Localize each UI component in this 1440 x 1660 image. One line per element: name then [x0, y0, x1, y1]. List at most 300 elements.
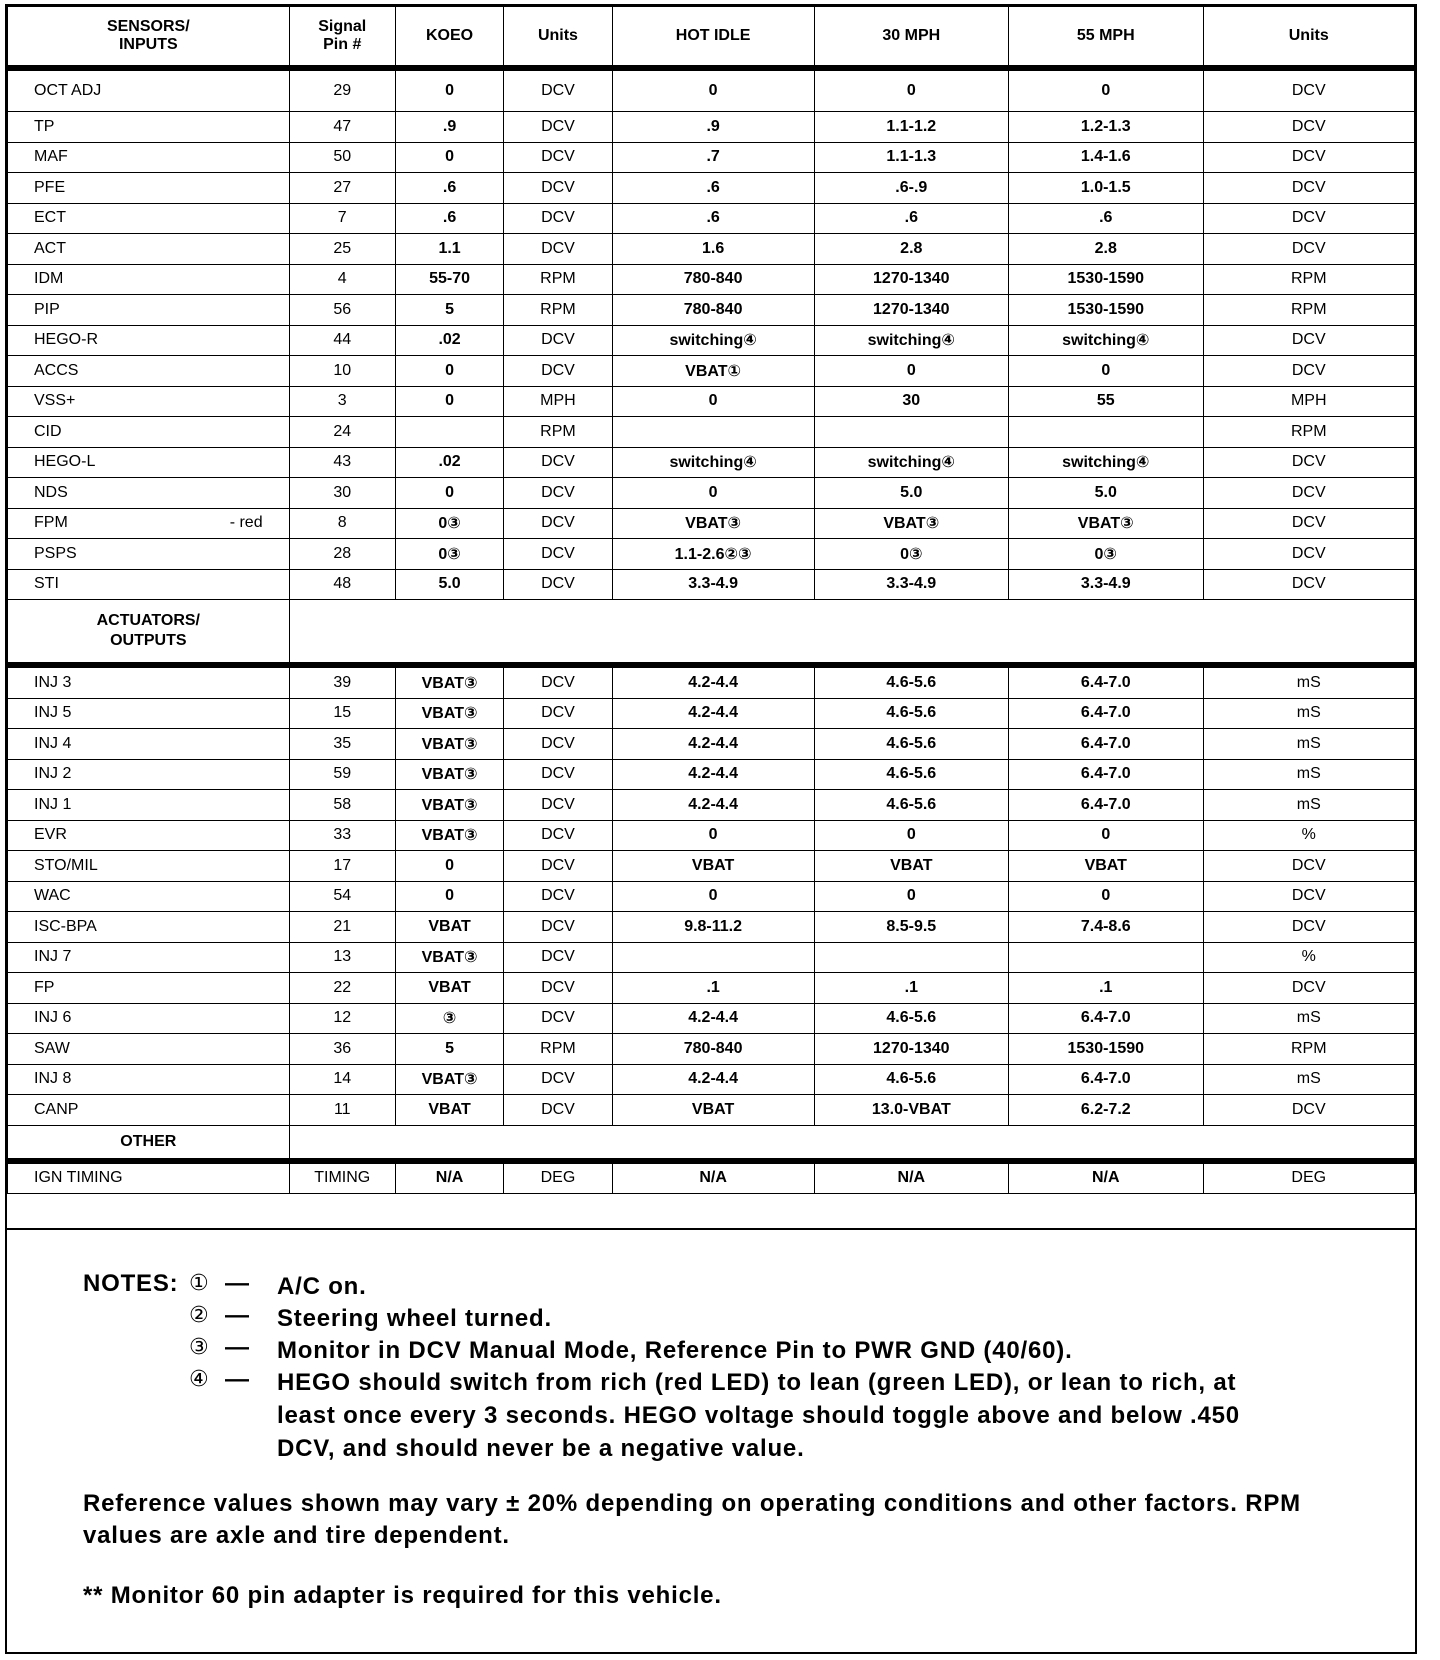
cell-units: DCV — [504, 1064, 612, 1095]
cell-units-2: DEG — [1203, 1161, 1415, 1194]
cell-hot-idle: 780-840 — [612, 295, 814, 326]
cell-name — [8, 234, 290, 265]
cell-name — [8, 790, 290, 821]
cell-koeo: 0③ — [395, 539, 503, 570]
cell-pin: 44 — [289, 325, 395, 356]
note-4 — [189, 1366, 1277, 1465]
component-name: INJ 3 — [34, 673, 72, 691]
cell-pin: 50 — [289, 142, 395, 173]
component-name: OCT ADJ — [34, 82, 102, 99]
cell-30-mph: switching④ — [814, 325, 1008, 356]
cell-pin: 27 — [289, 173, 395, 204]
component-name: ACT — [34, 239, 66, 257]
note-2-dash: — — [225, 1302, 250, 1329]
cell-pin: 47 — [289, 112, 395, 143]
cell-koeo: VBAT — [395, 1095, 503, 1126]
cell-name — [8, 942, 290, 973]
component-name: PIP — [34, 300, 60, 318]
sensor-row — [8, 478, 1415, 509]
cell-units-2: DCV — [1203, 1095, 1415, 1126]
component-name: MAF — [34, 148, 68, 166]
cell-name — [8, 539, 290, 570]
component-name: NDS — [34, 483, 68, 501]
cell-pin: 14 — [289, 1064, 395, 1095]
cell-pin: TIMING — [289, 1161, 395, 1194]
notes-section — [7, 1228, 1415, 1654]
component-name: CANP — [34, 1100, 79, 1118]
cell-name — [8, 386, 290, 417]
cell-koeo: ③ — [395, 1003, 503, 1034]
cell-units: DCV — [504, 790, 612, 821]
cell-units-2: DCV — [1203, 973, 1415, 1004]
cell-30-mph: 4.6-5.6 — [814, 1003, 1008, 1034]
cell-koeo: 5 — [395, 295, 503, 326]
cell-pin: 17 — [289, 851, 395, 882]
cell-30-mph: N/A — [814, 1161, 1008, 1194]
cell-30-mph: 4.6-5.6 — [814, 729, 1008, 760]
cell-pin: 11 — [289, 1095, 395, 1126]
cell-units-2: mS — [1203, 1003, 1415, 1034]
component-name: ISC-BPA — [34, 917, 97, 935]
component-name: FPM — [34, 514, 68, 532]
cell-pin: 29 — [289, 68, 395, 112]
cell-30-mph: 0③ — [814, 539, 1008, 570]
cell-hot-idle: 1.6 — [612, 234, 814, 265]
cell-hot-idle: VBAT — [612, 1095, 814, 1126]
component-name: SAW — [34, 1039, 70, 1057]
cell-pin: 7 — [289, 203, 395, 234]
sensor-row — [8, 447, 1415, 478]
other-label: OTHER — [8, 1125, 290, 1161]
cell-55-mph: 5.0 — [1009, 478, 1203, 509]
cell-units-2: DCV — [1203, 569, 1415, 600]
cell-pin: 3 — [289, 386, 395, 417]
cell-units-2: DCV — [1203, 112, 1415, 143]
cell-units-2: DCV — [1203, 203, 1415, 234]
cell-hot-idle: 4.2-4.4 — [612, 790, 814, 821]
cell-units-2: % — [1203, 820, 1415, 851]
header-units-2: Units — [1203, 7, 1415, 69]
sensor-row — [8, 508, 1415, 539]
cell-hot-idle: 9.8-11.2 — [612, 912, 814, 943]
note-1-dash: — — [225, 1270, 250, 1297]
cell-name — [8, 508, 290, 539]
reference-paragraph: Reference values shown may vary ± 20% depending on operating conditions and other factors. RPM values are axle and tire dependent. — [83, 1490, 1301, 1549]
cell-hot-idle: .7 — [612, 142, 814, 173]
cell-units-2: RPM — [1203, 417, 1415, 448]
note-3-mark: ③ — [189, 1334, 210, 1359]
component-name: FP — [34, 978, 55, 996]
sensor-row — [8, 325, 1415, 356]
actuator-row — [8, 1095, 1415, 1126]
component-name: INJ 4 — [34, 734, 72, 752]
cell-30-mph — [814, 942, 1008, 973]
cell-units: DCV — [504, 203, 612, 234]
cell-hot-idle: 0 — [612, 881, 814, 912]
cell-units: DCV — [504, 729, 612, 760]
cell-55-mph — [1009, 942, 1203, 973]
cell-units: DCV — [504, 665, 612, 698]
cell-pin: 58 — [289, 790, 395, 821]
cell-30-mph: .6 — [814, 203, 1008, 234]
component-name: IGN TIMING — [34, 1169, 123, 1187]
cell-30-mph: 4.6-5.6 — [814, 790, 1008, 821]
cell-koeo: VBAT③ — [395, 790, 503, 821]
cell-55-mph: N/A — [1009, 1161, 1203, 1194]
cell-pin: 10 — [289, 356, 395, 387]
actuator-row — [8, 1003, 1415, 1034]
cell-name — [8, 295, 290, 326]
sensor-row — [8, 234, 1415, 265]
cell-55-mph: 1.0-1.5 — [1009, 173, 1203, 204]
cell-hot-idle: 4.2-4.4 — [612, 759, 814, 790]
cell-units: DCV — [504, 142, 612, 173]
cell-units: DCV — [504, 539, 612, 570]
cell-units-2: DCV — [1203, 851, 1415, 882]
cell-55-mph: 1530-1590 — [1009, 1034, 1203, 1065]
cell-units-2: RPM — [1203, 295, 1415, 326]
cell-koeo: .02 — [395, 325, 503, 356]
cell-units: DCV — [504, 912, 612, 943]
cell-name — [8, 759, 290, 790]
cell-units: DCV — [504, 356, 612, 387]
cell-30-mph: 2.8 — [814, 234, 1008, 265]
cell-55-mph — [1009, 417, 1203, 448]
cell-hot-idle: 4.2-4.4 — [612, 1064, 814, 1095]
actuator-row — [8, 942, 1415, 973]
cell-55-mph: 6.4-7.0 — [1009, 1003, 1203, 1034]
cell-name — [8, 112, 290, 143]
component-name: IDM — [34, 270, 64, 288]
cell-units: DCV — [504, 508, 612, 539]
cell-koeo: 0③ — [395, 508, 503, 539]
cell-units: DCV — [504, 478, 612, 509]
cell-30-mph: .6-.9 — [814, 173, 1008, 204]
inputs-section — [8, 68, 1415, 600]
cell-units-2: % — [1203, 942, 1415, 973]
cell-units: DCV — [504, 820, 612, 851]
note-2-mark: ② — [189, 1302, 210, 1327]
cell-name — [8, 1161, 290, 1194]
cell-koeo: VBAT — [395, 912, 503, 943]
cell-pin: 56 — [289, 295, 395, 326]
cell-55-mph: 0 — [1009, 68, 1203, 112]
cell-units-2: DCV — [1203, 478, 1415, 509]
cell-hot-idle — [612, 417, 814, 448]
cell-30-mph: 30 — [814, 386, 1008, 417]
cell-units-2: DCV — [1203, 539, 1415, 570]
cell-name — [8, 203, 290, 234]
cell-hot-idle: 4.2-4.4 — [612, 1003, 814, 1034]
cell-30-mph: 4.6-5.6 — [814, 759, 1008, 790]
notes-label: NOTES: — [83, 1270, 179, 1297]
cell-name — [8, 325, 290, 356]
sensor-row — [8, 142, 1415, 173]
actuator-row — [8, 790, 1415, 821]
note-1-text: A/C on. — [277, 1273, 367, 1300]
cell-55-mph: 7.4-8.6 — [1009, 912, 1203, 943]
cell-name — [8, 881, 290, 912]
cell-name — [8, 912, 290, 943]
actuators-spacer — [289, 600, 1414, 666]
cell-pin: 43 — [289, 447, 395, 478]
cell-name — [8, 569, 290, 600]
cell-pin: 12 — [289, 1003, 395, 1034]
sensor-row — [8, 356, 1415, 387]
sensor-row — [8, 173, 1415, 204]
actuators-label: ACTUATORS/ OUTPUTS — [8, 600, 290, 666]
actuator-row — [8, 1064, 1415, 1095]
cell-units-2: mS — [1203, 729, 1415, 760]
cell-hot-idle: 0 — [612, 68, 814, 112]
cell-units-2: mS — [1203, 759, 1415, 790]
cell-55-mph: .1 — [1009, 973, 1203, 1004]
cell-hot-idle: switching④ — [612, 325, 814, 356]
cell-name — [8, 1034, 290, 1065]
cell-koeo: 1.1 — [395, 234, 503, 265]
cell-koeo: 0 — [395, 142, 503, 173]
header-55-mph: 55 MPH — [1009, 7, 1203, 69]
cell-30-mph: 4.6-5.6 — [814, 1064, 1008, 1095]
actuator-row — [8, 759, 1415, 790]
cell-30-mph: 1270-1340 — [814, 264, 1008, 295]
cell-units-2: mS — [1203, 790, 1415, 821]
cell-pin: 8 — [289, 508, 395, 539]
cell-units-2: RPM — [1203, 1034, 1415, 1065]
header-30-mph: 30 MPH — [814, 7, 1008, 69]
actuator-row — [8, 698, 1415, 729]
other-header-section — [8, 1125, 1415, 1161]
sensor-row — [8, 68, 1415, 112]
cell-koeo: VBAT③ — [395, 1064, 503, 1095]
cell-hot-idle: 4.2-4.4 — [612, 698, 814, 729]
note-2-text: Steering wheel turned. — [277, 1305, 552, 1332]
header-units: Units — [504, 7, 612, 69]
cell-pin: 36 — [289, 1034, 395, 1065]
cell-name — [8, 973, 290, 1004]
component-name: EVR — [34, 826, 67, 844]
cell-name — [8, 851, 290, 882]
cell-koeo: VBAT③ — [395, 729, 503, 760]
cell-name — [8, 173, 290, 204]
cell-pin: 13 — [289, 942, 395, 973]
component-name: INJ 7 — [34, 948, 72, 966]
cell-units: DCV — [504, 881, 612, 912]
component-name: INJ 2 — [34, 765, 72, 783]
component-name: INJ 1 — [34, 795, 72, 813]
cell-koeo: 0 — [395, 356, 503, 387]
cell-55-mph: 0③ — [1009, 539, 1203, 570]
cell-hot-idle — [612, 942, 814, 973]
cell-name — [8, 1095, 290, 1126]
component-name: INJ 5 — [34, 704, 72, 722]
cell-koeo: 0 — [395, 68, 503, 112]
cell-30-mph: 1270-1340 — [814, 1034, 1008, 1065]
cell-hot-idle: 4.2-4.4 — [612, 665, 814, 698]
cell-hot-idle: .1 — [612, 973, 814, 1004]
component-name: VSS+ — [34, 392, 76, 410]
actuator-row — [8, 912, 1415, 943]
cell-hot-idle: VBAT — [612, 851, 814, 882]
cell-30-mph: VBAT③ — [814, 508, 1008, 539]
cell-koeo: VBAT③ — [395, 698, 503, 729]
header-sensors: SENSORS/ INPUTS — [8, 7, 290, 69]
actuator-row — [8, 729, 1415, 760]
sensor-row — [8, 264, 1415, 295]
cell-units-2: DCV — [1203, 912, 1415, 943]
cell-55-mph: .6 — [1009, 203, 1203, 234]
cell-30-mph: .1 — [814, 973, 1008, 1004]
cell-koeo: VBAT③ — [395, 820, 503, 851]
cell-pin: 59 — [289, 759, 395, 790]
cell-30-mph: 0 — [814, 68, 1008, 112]
sensor-row — [8, 417, 1415, 448]
note-2 — [189, 1302, 1277, 1335]
cell-hot-idle: .9 — [612, 112, 814, 143]
cell-units-2: DCV — [1203, 508, 1415, 539]
cell-55-mph: 6.4-7.0 — [1009, 665, 1203, 698]
cell-name — [8, 356, 290, 387]
cell-pin: 22 — [289, 973, 395, 1004]
sensor-row — [8, 539, 1415, 570]
cell-55-mph: 0 — [1009, 820, 1203, 851]
cell-koeo: .02 — [395, 447, 503, 478]
cell-pin: 24 — [289, 417, 395, 448]
cell-koeo — [395, 417, 503, 448]
cell-units: DEG — [504, 1161, 612, 1194]
cell-hot-idle: N/A — [612, 1161, 814, 1194]
cell-units-2: DCV — [1203, 68, 1415, 112]
cell-hot-idle: .6 — [612, 203, 814, 234]
cell-30-mph — [814, 417, 1008, 448]
cell-30-mph: VBAT — [814, 851, 1008, 882]
cell-30-mph: 1270-1340 — [814, 295, 1008, 326]
cell-pin: 35 — [289, 729, 395, 760]
component-name: PFE — [34, 178, 66, 196]
cell-hot-idle: 780-840 — [612, 1034, 814, 1065]
cell-55-mph: 0 — [1009, 356, 1203, 387]
cell-koeo: VBAT — [395, 973, 503, 1004]
cell-name — [8, 1064, 290, 1095]
cell-units-2: DCV — [1203, 234, 1415, 265]
actuators-header-row — [8, 600, 1415, 666]
cell-units-2: DCV — [1203, 142, 1415, 173]
cell-pin: 21 — [289, 912, 395, 943]
cell-units-2: mS — [1203, 1064, 1415, 1095]
actuator-row — [8, 665, 1415, 698]
cell-units: DCV — [504, 973, 612, 1004]
cell-name — [8, 264, 290, 295]
cell-units-2: DCV — [1203, 325, 1415, 356]
cell-name — [8, 68, 290, 112]
cell-units: RPM — [504, 295, 612, 326]
cell-30-mph: 3.3-4.9 — [814, 569, 1008, 600]
reference-values-table — [7, 6, 1415, 1194]
note-3-dash: — — [225, 1334, 250, 1361]
header-pin: Signal Pin # — [289, 7, 395, 69]
cell-units-2: DCV — [1203, 447, 1415, 478]
cell-55-mph: 6.4-7.0 — [1009, 729, 1203, 760]
actuator-row — [8, 881, 1415, 912]
cell-30-mph: 4.6-5.6 — [814, 665, 1008, 698]
cell-hot-idle: 0 — [612, 820, 814, 851]
cell-koeo: VBAT③ — [395, 942, 503, 973]
cell-pin: 25 — [289, 234, 395, 265]
cell-30-mph: 13.0-VBAT — [814, 1095, 1008, 1126]
cell-units: DCV — [504, 1003, 612, 1034]
sensor-row — [8, 295, 1415, 326]
cell-units: MPH — [504, 386, 612, 417]
component-note: - red — [229, 514, 263, 532]
component-name: PSPS — [34, 544, 77, 562]
cell-hot-idle: VBAT③ — [612, 508, 814, 539]
cell-55-mph: 0 — [1009, 881, 1203, 912]
component-name: HEGO-L — [34, 453, 96, 471]
actuator-row — [8, 1034, 1415, 1065]
cell-hot-idle: 0 — [612, 386, 814, 417]
cell-koeo: .6 — [395, 173, 503, 204]
cell-units: DCV — [504, 234, 612, 265]
cell-units-2: RPM — [1203, 264, 1415, 295]
cell-koeo: 0 — [395, 881, 503, 912]
cell-units: DCV — [504, 447, 612, 478]
component-name: STO/MIL — [34, 856, 98, 874]
cell-pin: 28 — [289, 539, 395, 570]
cell-hot-idle: .6 — [612, 173, 814, 204]
adapter-note: ** Monitor 60 pin adapter is required for this vehicle. — [83, 1582, 722, 1609]
cell-units: DCV — [504, 942, 612, 973]
cell-koeo: 55-70 — [395, 264, 503, 295]
cell-units: DCV — [504, 173, 612, 204]
note-1-mark: ① — [189, 1270, 210, 1295]
actuators-header-section — [8, 600, 1415, 666]
cell-koeo: VBAT③ — [395, 665, 503, 698]
cell-units-2: DCV — [1203, 356, 1415, 387]
cell-pin: 15 — [289, 698, 395, 729]
cell-koeo: 5 — [395, 1034, 503, 1065]
cell-55-mph: 6.4-7.0 — [1009, 759, 1203, 790]
cell-pin: 4 — [289, 264, 395, 295]
header-koeo: KOEO — [395, 7, 503, 69]
cell-units: DCV — [504, 1095, 612, 1126]
sensor-row — [8, 569, 1415, 600]
component-name: HEGO-R — [34, 331, 98, 349]
cell-name — [8, 729, 290, 760]
sensor-row — [8, 112, 1415, 143]
cell-units: DCV — [504, 569, 612, 600]
header-hot-idle: HOT IDLE — [612, 7, 814, 69]
cell-units: RPM — [504, 264, 612, 295]
cell-hot-idle: 0 — [612, 478, 814, 509]
cell-units: RPM — [504, 417, 612, 448]
cell-hot-idle: 3.3-4.9 — [612, 569, 814, 600]
cell-units-2: DCV — [1203, 173, 1415, 204]
actuator-row — [8, 820, 1415, 851]
cell-units: DCV — [504, 325, 612, 356]
cell-55-mph: 2.8 — [1009, 234, 1203, 265]
cell-hot-idle: switching④ — [612, 447, 814, 478]
cell-koeo: 5.0 — [395, 569, 503, 600]
cell-55-mph: VBAT③ — [1009, 508, 1203, 539]
cell-hot-idle: VBAT① — [612, 356, 814, 387]
cell-55-mph: switching④ — [1009, 325, 1203, 356]
cell-55-mph: 6.4-7.0 — [1009, 1064, 1203, 1095]
cell-30-mph: 4.6-5.6 — [814, 698, 1008, 729]
cell-55-mph: 1.2-1.3 — [1009, 112, 1203, 143]
sensor-row — [8, 203, 1415, 234]
cell-name — [8, 698, 290, 729]
cell-pin: 33 — [289, 820, 395, 851]
